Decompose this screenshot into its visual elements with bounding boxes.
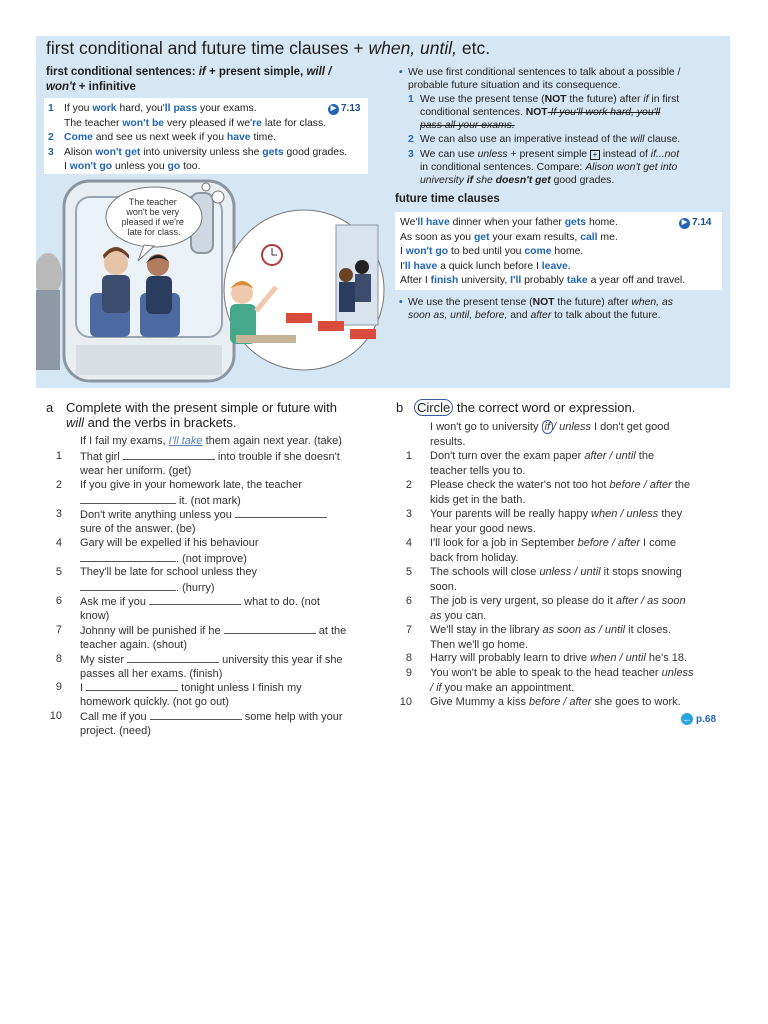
exercise-a-item: 1 That girl into trouble if she doesn't wear her uniform. (get) — [55, 450, 340, 477]
answer-blank[interactable] — [224, 623, 316, 634]
example-sentence: The teacher won't be very pleased if we're late for class. — [64, 117, 327, 129]
answer-blank[interactable] — [150, 709, 242, 720]
example-sentence: 1 If you work hard, you'll pass your exams. — [48, 103, 257, 114]
exercise-b-item[interactable]: 1 Don't turn over the exam paper after / until the teacher tells you to. — [405, 450, 655, 477]
page-title: first conditional and future time clauses + when, until, etc. — [46, 38, 491, 58]
exercise-b-item[interactable]: 9 You won't be able to speak to the head teacher unless / if you make an appointment. — [405, 667, 694, 694]
exercise-a-item: 2 If you give in your homework late, the teacher it. (not mark) — [55, 479, 302, 507]
rule-2: 2 — [408, 134, 414, 145]
rule-text: pass all your exams. — [420, 120, 515, 131]
rule-text: We can also use an imperative instead of the will clause. — [420, 134, 681, 145]
rule-text: university if she doesn't get good grades. — [420, 175, 615, 186]
audio-button-7-13[interactable]: ▶ 7.13 — [328, 102, 360, 117]
circled-answer: if — [542, 420, 554, 434]
future-time-examples — [395, 212, 722, 290]
rule-text: We use first conditional sentences to talk about a possible / — [408, 67, 681, 78]
audio-button-7-14[interactable]: ▶ 7.14 — [679, 216, 711, 231]
exercise-b-item[interactable]: 7 We'll stay in the library as soon as / until it closes. Then we'll go home. — [405, 624, 671, 651]
example-sentence: 2 Come and see us next week if you have time. — [48, 132, 276, 144]
example-sentence: 3 Alison won't get into university unless she gets good grades. — [48, 146, 348, 158]
svg-text:The teacher won't be very — [122, 197, 187, 237]
exercise-a-item: 5 They'll be late for school unless they . (hurry) — [55, 566, 257, 594]
exercise-b-item[interactable]: 5 The schools will close unless / until it stops snowing soon. — [405, 566, 682, 593]
answer-blank[interactable] — [80, 580, 176, 591]
speaker-icon: ▶ — [328, 104, 339, 115]
rule-text: in conditional sentences. Compare: Alison won't get into — [420, 162, 678, 173]
rule-text: We use the present tense (NOT the future) after when, as — [408, 297, 673, 308]
speech-bubble-line: pleased if we're — [121, 217, 184, 227]
exercise-b-item[interactable]: 10 Give Mummy a kiss before / after she goes to work. — [399, 696, 681, 708]
example-sentence: I'll have a quick lunch before I leave. — [400, 260, 571, 272]
exercise-a-item: 7 Johnny will be punished if he at the teacher again. (shout) — [55, 624, 347, 651]
exercise-b-example: I won't go to university if / unless I don't get good results. — [430, 421, 670, 448]
rule-3: 3 — [408, 149, 414, 160]
first-conditional-subhead: first conditional sentences: if + present simple, will / won't + infinitive — [46, 66, 332, 93]
exercise-b-instructions: Circle the correct word or expression. — [414, 400, 635, 415]
exercise-a-item: 10 Call me if you some help with your project. (need) — [49, 710, 343, 737]
exercise-a-item: 6 Ask me if you what to do. (not know) — [55, 595, 320, 622]
example-sentence: I won't go unless you go too. — [64, 161, 201, 173]
answer-blank[interactable] — [80, 493, 176, 504]
bullet-icon: • — [399, 67, 403, 78]
exercise-a-item: 8 My sister university this year if she passes all her exams. (finish) — [55, 653, 343, 680]
future-time-note — [399, 296, 728, 326]
answer-blank[interactable] — [86, 680, 178, 691]
exercise-b-letter: b — [396, 400, 404, 415]
example-sentence: After I finish university, I'll probably take a year off and travel. — [400, 275, 686, 287]
exercise-b-item[interactable]: 8 Harry will probably learn to drive when / until he's 18. — [405, 652, 688, 664]
example-sentence: We'll have dinner when your father gets home. — [400, 217, 618, 228]
exercise-a-item: 9 I tonight unless I finish my homework quickly. (not go out) — [55, 681, 302, 708]
exercise-b-item[interactable]: 6 The job is very urgent, so please do it after / as soon as you can. — [405, 595, 686, 622]
rule-text: conditional sentences. NOT If you'll work hard, you'll — [420, 107, 661, 118]
speech-bubble-line: won't be very — [126, 207, 180, 217]
answer-blank[interactable] — [235, 507, 327, 518]
exercise-a-example: If I fail my exams, I'll take them again next year. (take) — [80, 435, 342, 447]
answer-blank[interactable] — [149, 594, 241, 605]
answer-blank[interactable] — [80, 551, 176, 562]
first-conditional-rules — [399, 66, 728, 191]
rule-1: 1 — [408, 94, 414, 105]
first-conditional-examples — [44, 98, 368, 174]
speaker-icon: ▶ — [679, 218, 690, 229]
speech-bubble-line: late for class. — [127, 227, 181, 237]
page-reference[interactable]: ← p.68 — [682, 713, 717, 725]
answer-blank[interactable] — [127, 652, 219, 663]
bullet-icon: • — [399, 297, 403, 308]
exercise-a-instructions: Complete with the present simple or future with will and the verbs in brackets. — [66, 400, 337, 430]
plus-icon: + — [590, 150, 600, 160]
future-time-heading: future time clauses — [395, 193, 500, 205]
exercise-a-item: 3 Don't write anything unless you sure of the answer. (be) — [46, 507, 376, 537]
exercise-b-item[interactable]: 4 I'll look for a job in September before / after I come back from holiday. — [405, 537, 677, 564]
example-sentence: I won't go to bed until you come home. — [400, 246, 584, 258]
answer-blank[interactable] — [123, 449, 215, 460]
rule-text: We use the present tense (NOT the future) after if in first — [420, 94, 680, 105]
example-sentence: As soon as you get your exam results, call me. — [400, 231, 618, 243]
exercise-a-item: 4 Gary will be expelled if his behaviour . (not improve) — [55, 537, 259, 565]
exercise-a-letter: a — [46, 400, 54, 415]
rule-text: probable future situation and its consequence. — [408, 80, 621, 91]
rule-text: soon as, until, before, and after to talk about the future. — [408, 310, 661, 321]
arrow-left-icon: ← — [682, 714, 692, 724]
classroom-illustration — [36, 175, 386, 387]
exercise-b-item[interactable]: 2 Please check the water's not too hot before / after the kids get in the bath. — [405, 479, 691, 506]
exercise-b-item[interactable]: 3 Your parents will be really happy when / unless they hear your good news. — [405, 508, 683, 535]
speech-bubble-line: The teacher — [128, 197, 177, 207]
rule-text: We can use unless + present simple + instead of if...not — [420, 149, 680, 160]
